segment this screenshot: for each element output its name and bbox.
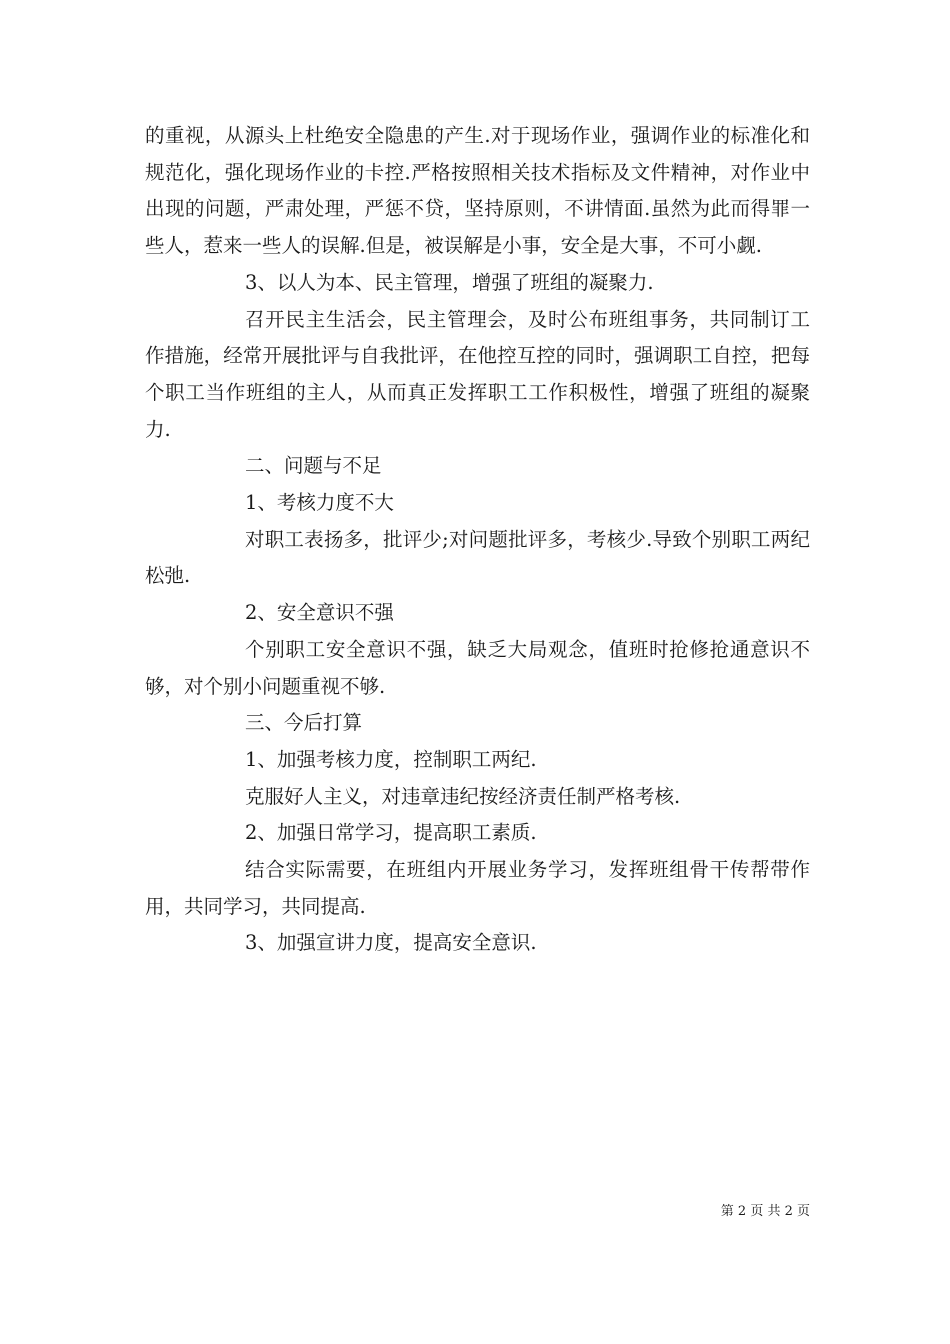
- page-number: 第 2 页 共 2 页: [720, 1204, 810, 1219]
- section-heading-people-oriented: 3、以人为本、民主管理，增强了班组的凝聚力.: [245, 270, 654, 294]
- paragraph-strengthen-assessment: 克服好人主义，对违章违纪按经济责任制严格考核.: [245, 784, 681, 808]
- paragraph-daily-learning: 结合实际需要，在班组内开展业务学习，发挥班组骨干传帮带作用，共同学习，共同提高.: [145, 858, 810, 918]
- paragraph-continuation: 的重视，从源头上杜绝安全隐患的产生.对于现场作业，强调作业的标准化和规范化，强化现场作业的卡控.严格按照相关技术指标及文件精神，对作业中出现的问题，严肃处理，严惩不贷，坚持原则，不讲情面.虽然为此而得罪一些人，惹来一些人的误解.但是，被误解是小事，安全是大事，不可小觑.: [145, 124, 810, 258]
- subheading-publicity: 3、加强宣讲力度，提高安全意识.: [245, 931, 537, 955]
- document-body: [145, 118, 810, 962]
- section-heading-problems: 二、问题与不足: [245, 454, 382, 478]
- paragraph-democratic-management: 召开民主生活会，民主管理会，及时公布班组事务，共同制订工作措施，经常开展批评与自我批评，在他控互控的同时，强调职工自控，把每个职工当作班组的主人，从而真正发挥职工工作积极性，增强了班组的凝聚力.: [145, 307, 810, 441]
- paragraph-safety-awareness: 个别职工安全意识不强，缺乏大局观念，值班时抢修抢通意识不够，对个别小问题重视不够.: [145, 637, 810, 698]
- section-heading-plans: 三、今后打算: [245, 711, 363, 735]
- subheading-daily-learning: 2、加强日常学习，提高职工素质.: [245, 821, 537, 845]
- subheading-safety-awareness: 2、安全意识不强: [245, 601, 394, 625]
- paragraph-assessment: 对职工表扬多，批评少;对问题批评多，考核少.导致个别职工两纪松弛.: [145, 527, 810, 588]
- subheading-strengthen-assessment: 1、加强考核力度，控制职工两纪.: [245, 747, 537, 771]
- subheading-assessment: 1、考核力度不大: [245, 491, 394, 515]
